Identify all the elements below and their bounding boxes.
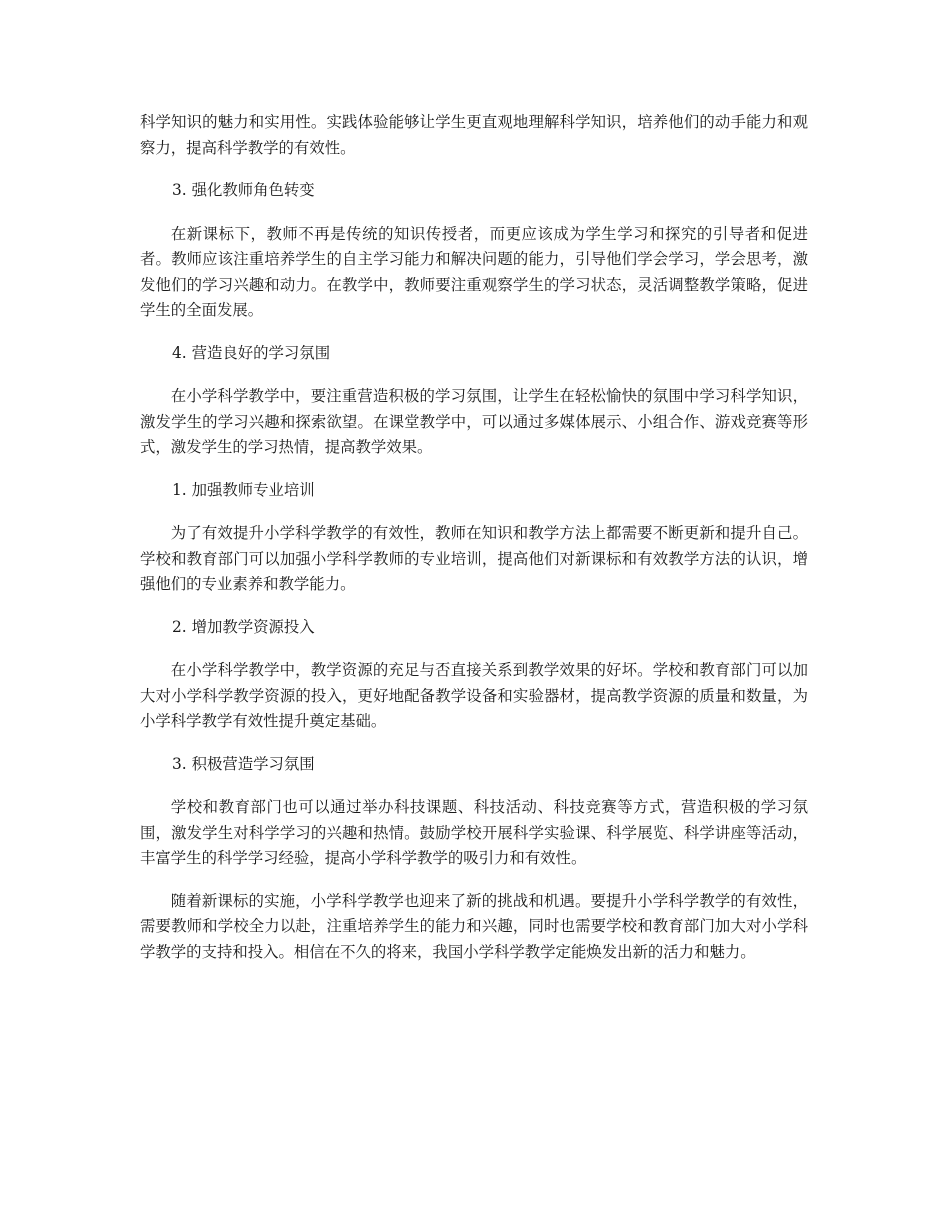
section-heading-teacher-training: 1. 加强教师专业培训 <box>172 480 315 499</box>
section-heading-active-atmosphere: 3. 积极营造学习氛围 <box>172 754 315 773</box>
paragraph-active-atmosphere: 学校和教育部门也可以通过举办科技课题、科技活动、科技竞赛等方式，营造积极的学习氛围，激发学生对科学学习的兴趣和热情。鼓励学校开展科学实验课、科学展览、科学讲座等活动，丰富学生的科学学习经验，提高小学科学教学的吸引力和有效性。 <box>140 798 808 867</box>
paragraph-teacher-role: 在新课标下，教师不再是传统的知识传授者，而更应该成为学生学习和探究的引导者和促进者。教师应该注重培养学生的自主学习能力和解决问题的能力，引导他们学会学习，学会思考，激发他们的学习兴趣和动力。在教学中，教师要注重观察学生的学习状态，灵活调整教学策略，促进学生的全面发展。 <box>140 224 808 319</box>
section-heading-learning-atmosphere: 4. 营造良好的学习氛围 <box>172 343 331 362</box>
document-body <box>140 110 808 982</box>
paragraph-continued: 科学知识的魅力和实用性。实践体验能够让学生更直观地理解科学知识，培养他们的动手能力和观察力，提高科学教学的有效性。 <box>140 113 808 157</box>
paragraph-conclusion: 随着新课标的实施，小学科学教学也迎来了新的挑战和机遇。要提升小学科学教学的有效性，需要教师和学校全力以赴，注重培养学生的能力和兴趣，同时也需要学校和教育部门加大对小学科学教学的支持和投入。相信在不久的将来，我国小学科学教学定能焕发出新的活力和魅力。 <box>140 891 808 961</box>
paragraph-resource-investment: 在小学科学教学中，教学资源的充足与否直接关系到教学效果的好坏。学校和教育部门可以加大对小学科学教学资源的投入，更好地配备教学设备和实验器材，提高教学资源的质量和数量，为小学科学教学有效性提升奠定基础。 <box>140 661 808 730</box>
paragraph-learning-atmosphere: 在小学科学教学中，要注重营造积极的学习氛围，让学生在轻松愉快的氛围中学习科学知识，激发学生的学习兴趣和探索欲望。在课堂教学中，可以通过多媒体展示、小组合作、游戏竞赛等形式，激发学生的学习热情，提高教学效果。 <box>140 387 808 456</box>
paragraph-teacher-training: 为了有效提升小学科学教学的有效性，教师在知识和教学方法上都需要不断更新和提升自己。学校和教育部门可以加强小学科学教师的专业培训，提高他们对新课标和有效教学方法的认识，增强他们的专业素养和教学能力。 <box>140 524 808 593</box>
section-heading-teacher-role: 3. 强化教师角色转变 <box>172 181 315 199</box>
section-heading-resource-investment: 2. 增加教学资源投入 <box>172 617 315 636</box>
